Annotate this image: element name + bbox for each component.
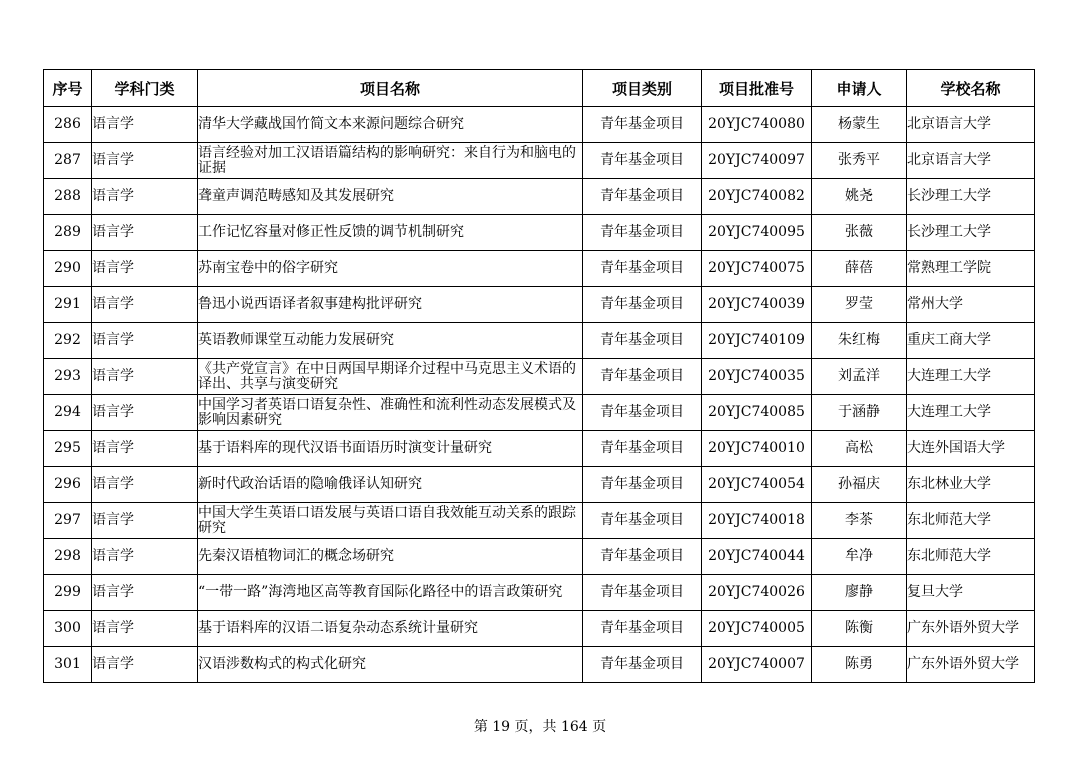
- table-row: [44, 215, 1035, 251]
- serial-number-cell: 299: [44, 575, 92, 611]
- discipline-cell: 语言学: [92, 287, 198, 323]
- school-name-cell: 大连理工大学: [907, 395, 1035, 431]
- serial-number-cell: 298: [44, 539, 92, 575]
- applicant-cell: 姚尧: [812, 179, 907, 215]
- discipline-cell: 语言学: [92, 395, 198, 431]
- serial-number-cell: 287: [44, 143, 92, 179]
- serial-number-cell: 292: [44, 323, 92, 359]
- project-title-cell: “一带一路”海湾地区高等教育国际化路径中的语言政策研究: [198, 575, 583, 611]
- table-row: [44, 503, 1035, 539]
- discipline-cell: 语言学: [92, 539, 198, 575]
- project-category-cell: 青年基金项目: [583, 539, 702, 575]
- school-name-cell: 复旦大学: [907, 575, 1035, 611]
- serial-number-cell: 300: [44, 611, 92, 647]
- header-approval-number: 项目批准号: [702, 70, 812, 107]
- serial-number-cell: 301: [44, 647, 92, 683]
- project-title-cell: 基于语料库的现代汉语书面语历时演变计量研究: [198, 431, 583, 467]
- applicant-cell: 陈衡: [812, 611, 907, 647]
- school-name-cell: 广东外语外贸大学: [907, 647, 1035, 683]
- applicant-cell: 朱红梅: [812, 323, 907, 359]
- discipline-cell: 语言学: [92, 251, 198, 287]
- serial-number-cell: 297: [44, 503, 92, 539]
- project-title-cell: 《共产党宣言》在中日两国早期译介过程中马克思主义术语的译出、共享与演变研究: [198, 359, 583, 395]
- applicant-cell: 廖静: [812, 575, 907, 611]
- school-name-cell: 大连外国语大学: [907, 431, 1035, 467]
- applicant-cell: 陈勇: [812, 647, 907, 683]
- school-name-cell: 常熟理工学院: [907, 251, 1035, 287]
- applicant-cell: 牟净: [812, 539, 907, 575]
- school-name-cell: 长沙理工大学: [907, 215, 1035, 251]
- applicant-cell: 高松: [812, 431, 907, 467]
- project-title-cell: 新时代政治话语的隐喻俄译认知研究: [198, 467, 583, 503]
- project-title-cell: 英语教师课堂互动能力发展研究: [198, 323, 583, 359]
- page-number-footer: 第 19 页，共 164 页: [473, 719, 607, 735]
- applicant-cell: 李茶: [812, 503, 907, 539]
- project-category-cell: 青年基金项目: [583, 359, 702, 395]
- table-row: [44, 251, 1035, 287]
- serial-number-cell: 290: [44, 251, 92, 287]
- school-name-cell: 长沙理工大学: [907, 179, 1035, 215]
- applicant-cell: 张薇: [812, 215, 907, 251]
- discipline-cell: 语言学: [92, 575, 198, 611]
- school-name-cell: 北京语言大学: [907, 143, 1035, 179]
- project-category-cell: 青年基金项目: [583, 107, 702, 143]
- project-category-cell: 青年基金项目: [583, 503, 702, 539]
- applicant-cell: 于涵静: [812, 395, 907, 431]
- table-row: [44, 107, 1035, 143]
- table-row: [44, 431, 1035, 467]
- discipline-cell: 语言学: [92, 359, 198, 395]
- serial-number-cell: 289: [44, 215, 92, 251]
- serial-number-cell: 286: [44, 107, 92, 143]
- table-row: [44, 143, 1035, 179]
- project-category-cell: 青年基金项目: [583, 251, 702, 287]
- project-category-cell: 青年基金项目: [583, 467, 702, 503]
- approval-number-cell: 20YJC740005: [702, 611, 812, 647]
- serial-number-cell: 294: [44, 395, 92, 431]
- table-row: [44, 179, 1035, 215]
- project-category-cell: 青年基金项目: [583, 611, 702, 647]
- project-title-cell: 基于语料库的汉语二语复杂动态系统计量研究: [198, 611, 583, 647]
- approval-number-cell: 20YJC740085: [702, 395, 812, 431]
- serial-number-cell: 295: [44, 431, 92, 467]
- project-category-cell: 青年基金项目: [583, 323, 702, 359]
- approval-number-cell: 20YJC740039: [702, 287, 812, 323]
- project-category-cell: 青年基金项目: [583, 431, 702, 467]
- table-row: [44, 395, 1035, 431]
- project-title-cell: 语言经验对加工汉语语篇结构的影响研究：来自行为和脑电的证据: [198, 143, 583, 179]
- serial-number-cell: 296: [44, 467, 92, 503]
- approval-number-cell: 20YJC740044: [702, 539, 812, 575]
- serial-number-cell: 293: [44, 359, 92, 395]
- project-title-cell: 聋童声调范畴感知及其发展研究: [198, 179, 583, 215]
- applicant-cell: 张秀平: [812, 143, 907, 179]
- table-row: [44, 323, 1035, 359]
- school-name-cell: 大连理工大学: [907, 359, 1035, 395]
- serial-number-cell: 288: [44, 179, 92, 215]
- header-project-category: 项目类别: [583, 70, 702, 107]
- approval-number-cell: 20YJC740075: [702, 251, 812, 287]
- project-list-table: [43, 69, 1035, 683]
- discipline-cell: 语言学: [92, 179, 198, 215]
- discipline-cell: 语言学: [92, 467, 198, 503]
- project-title-cell: 工作记忆容量对修正性反馈的调节机制研究: [198, 215, 583, 251]
- table-header-row: [44, 70, 1035, 107]
- school-name-cell: 重庆工商大学: [907, 323, 1035, 359]
- approval-number-cell: 20YJC740035: [702, 359, 812, 395]
- school-name-cell: 东北师范大学: [907, 539, 1035, 575]
- table-row: [44, 647, 1035, 683]
- approval-number-cell: 20YJC740109: [702, 323, 812, 359]
- applicant-cell: 杨蒙生: [812, 107, 907, 143]
- discipline-cell: 语言学: [92, 647, 198, 683]
- applicant-cell: 薛蓓: [812, 251, 907, 287]
- project-category-cell: 青年基金项目: [583, 647, 702, 683]
- approval-number-cell: 20YJC740080: [702, 107, 812, 143]
- school-name-cell: 北京语言大学: [907, 107, 1035, 143]
- discipline-cell: 语言学: [92, 215, 198, 251]
- applicant-cell: 刘孟洋: [812, 359, 907, 395]
- table-row: [44, 359, 1035, 395]
- school-name-cell: 东北林业大学: [907, 467, 1035, 503]
- school-name-cell: 广东外语外贸大学: [907, 611, 1035, 647]
- serial-number-cell: 291: [44, 287, 92, 323]
- header-serial-number: 序号: [44, 70, 92, 107]
- approval-number-cell: 20YJC740097: [702, 143, 812, 179]
- project-title-cell: 汉语涉数构式的构式化研究: [198, 647, 583, 683]
- approval-number-cell: 20YJC740095: [702, 215, 812, 251]
- table-row: [44, 575, 1035, 611]
- project-category-cell: 青年基金项目: [583, 143, 702, 179]
- approval-number-cell: 20YJC740026: [702, 575, 812, 611]
- discipline-cell: 语言学: [92, 431, 198, 467]
- project-category-cell: 青年基金项目: [583, 215, 702, 251]
- project-title-cell: 中国大学生英语口语发展与英语口语自我效能互动关系的跟踪研究: [198, 503, 583, 539]
- header-school-name: 学校名称: [907, 70, 1035, 107]
- applicant-cell: 孙福庆: [812, 467, 907, 503]
- table-row: [44, 467, 1035, 503]
- approval-number-cell: 20YJC740054: [702, 467, 812, 503]
- table-row: [44, 287, 1035, 323]
- school-name-cell: 常州大学: [907, 287, 1035, 323]
- applicant-cell: 罗莹: [812, 287, 907, 323]
- discipline-cell: 语言学: [92, 503, 198, 539]
- school-name-cell: 东北师范大学: [907, 503, 1035, 539]
- project-title-cell: 先秦汉语植物词汇的概念场研究: [198, 539, 583, 575]
- approval-number-cell: 20YJC740007: [702, 647, 812, 683]
- header-discipline: 学科门类: [92, 70, 198, 107]
- discipline-cell: 语言学: [92, 611, 198, 647]
- header-project-title: 项目名称: [198, 70, 583, 107]
- discipline-cell: 语言学: [92, 107, 198, 143]
- approval-number-cell: 20YJC740010: [702, 431, 812, 467]
- project-title-cell: 清华大学藏战国竹简文本来源问题综合研究: [198, 107, 583, 143]
- table-row: [44, 539, 1035, 575]
- project-category-cell: 青年基金项目: [583, 287, 702, 323]
- approval-number-cell: 20YJC740082: [702, 179, 812, 215]
- discipline-cell: 语言学: [92, 143, 198, 179]
- table-row: [44, 611, 1035, 647]
- header-applicant: 申请人: [812, 70, 907, 107]
- discipline-cell: 语言学: [92, 323, 198, 359]
- approval-number-cell: 20YJC740018: [702, 503, 812, 539]
- project-category-cell: 青年基金项目: [583, 179, 702, 215]
- project-category-cell: 青年基金项目: [583, 395, 702, 431]
- project-title-cell: 鲁迅小说西语译者叙事建构批评研究: [198, 287, 583, 323]
- project-category-cell: 青年基金项目: [583, 575, 702, 611]
- project-title-cell: 中国学习者英语口语复杂性、准确性和流利性动态发展模式及影响因素研究: [198, 395, 583, 431]
- project-title-cell: 苏南宝卷中的俗字研究: [198, 251, 583, 287]
